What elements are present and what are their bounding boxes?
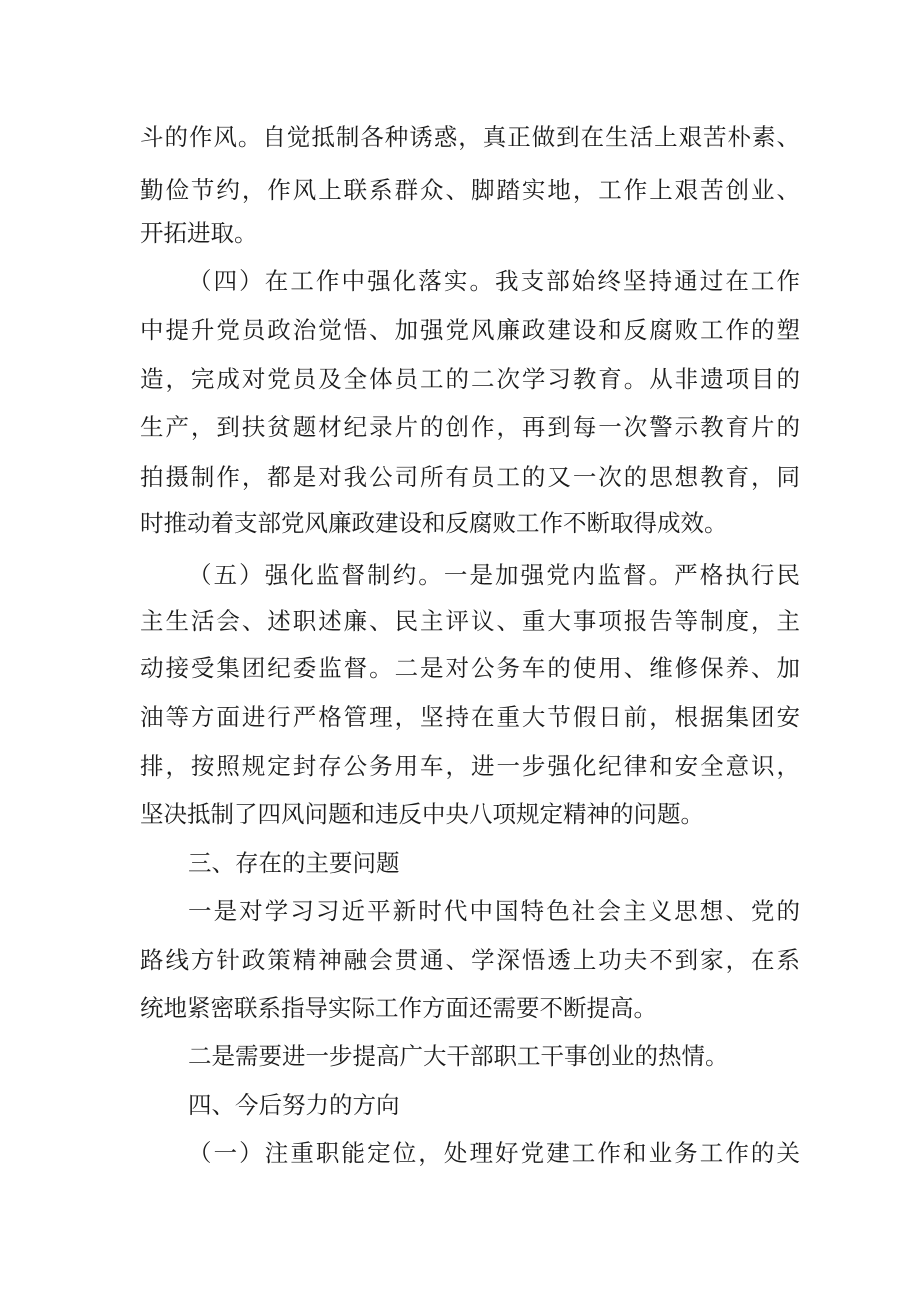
text-line: 排，按照规定封存公务用车，进一步强化纪律和安全意识， [140,752,800,780]
text-line: 生产，到扶贫题材纪录片的创作，再到每一次警示教育片的 [140,413,800,441]
text-line: 二是需要进一步提高广大干部职工干事创业的热情。 [188,1042,729,1070]
text-line: 拍摄制作，都是对我公司所有员工的又一次的思想教育，同 [140,463,800,491]
text-line: 一是对学习习近平新时代中国特色社会主义思想、党的 [188,897,800,925]
section-heading: 三、存在的主要问题 [188,849,400,877]
text-line: 坚决抵制了四风问题和违反中央八项规定精神的问题。 [140,800,704,828]
text-line: 造，完成对党员及全体员工的二次学习教育。从非遗项目的 [140,365,800,393]
text-line: 主生活会、述职述廉、民主评议、重大事项报告等制度，主 [140,607,800,635]
text-line: 开拓进取。 [140,219,258,247]
text-line: 动接受集团纪委监督。二是对公务车的使用、维修保养、加 [140,654,800,682]
text-line: 统地紧密联系指导实际工作方面还需要不断提高。 [140,994,657,1022]
section-heading: 四、今后努力的方向 [188,1091,400,1119]
paragraph-heading-line: （五）强化监督制约。一是加强党内监督。严格执行民 [188,561,800,589]
text-line: 油等方面进行严格管理，坚持在重大节假日前，根据集团安 [140,703,800,731]
paragraph-heading-line: （一）注重职能定位，处理好党建工作和业务工作的关 [188,1139,800,1167]
text-line: 中提升党员政治觉悟、加强党风廉政建设和反腐败工作的塑 [140,316,800,344]
paragraph-heading-line: （四）在工作中强化落实。我支部始终坚持通过在工作 [188,267,800,295]
text-line: 斗的作风。自觉抵制各种诱惑，真正做到在生活上艰苦朴素、 [140,123,800,151]
text-line: 路线方针政策精神融会贯通、学深悟透上功夫不到家，在系 [140,946,800,974]
text-line: 勤俭节约，作风上联系群众、脚踏实地，工作上艰苦创业、 [140,176,800,204]
text-line: 时推动着支部党风廉政建设和反腐败工作不断取得成效。 [140,509,728,537]
